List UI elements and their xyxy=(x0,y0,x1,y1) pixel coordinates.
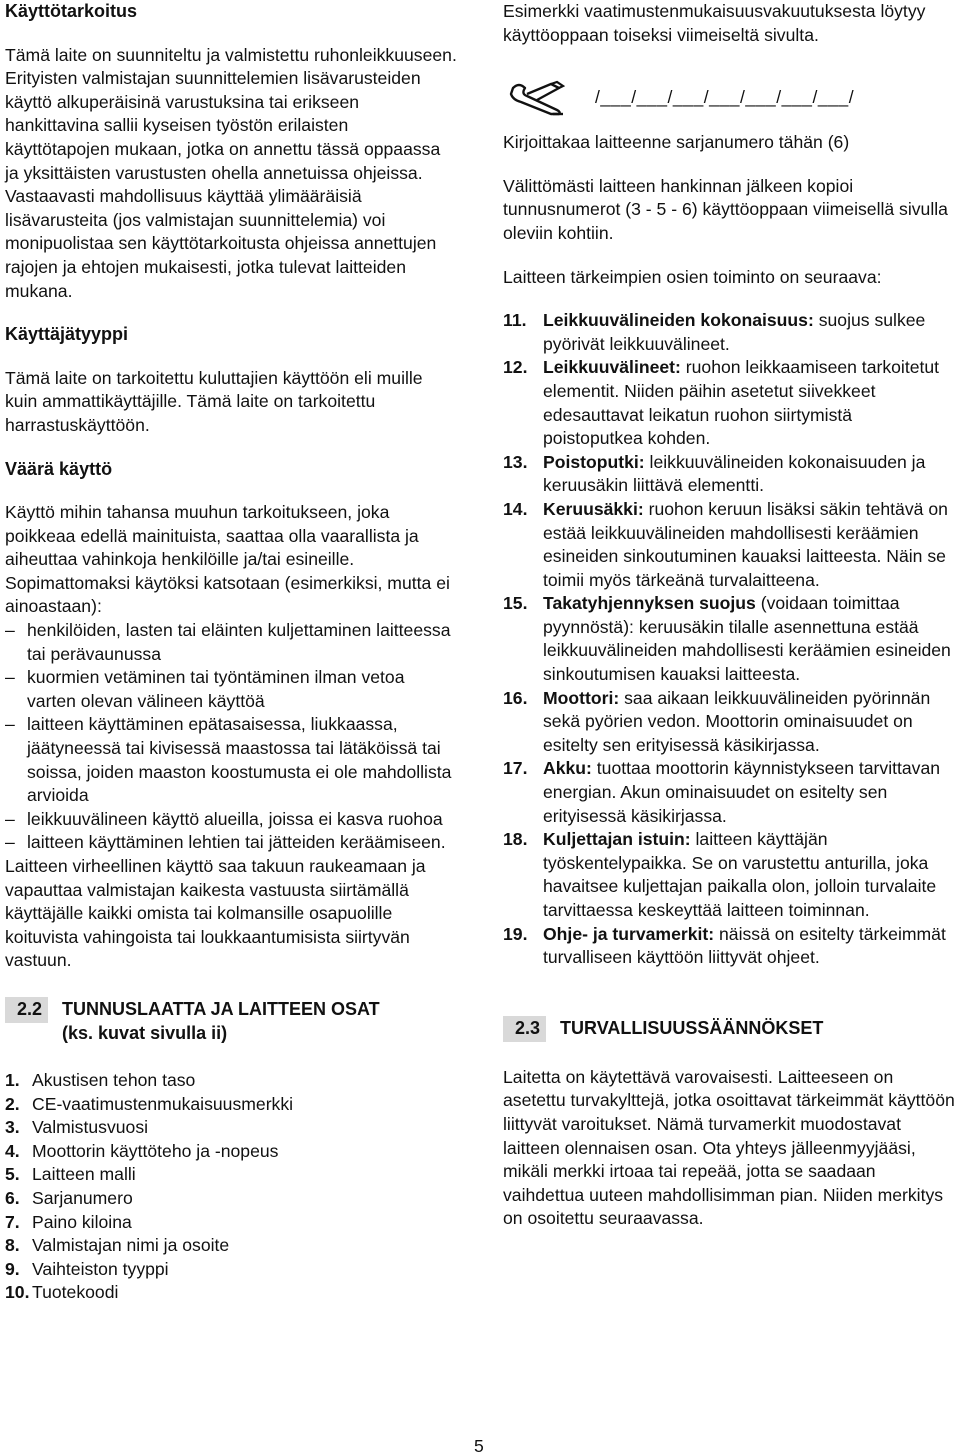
parts-intro: Laitteen tärkeimpien osien toiminto on seuraava: xyxy=(503,266,882,287)
list-item: 6. Sarjanumero xyxy=(5,1187,133,1208)
list-item: – laitteen käyttäminen lehtien tai jätteiden keräämiseen. xyxy=(5,831,457,855)
list-item: 5. Laitteen malli xyxy=(5,1164,136,1185)
user-type-paragraph: Tämä laite on tarkoitettu kuluttajien käyttöön eli muille kuin ammattikäyttäjille. Tämä laite on tarkoitettu harrastuskäyttöön. xyxy=(5,367,423,435)
list-item: 3. Valmistusvuosi xyxy=(5,1117,149,1138)
list-item: 8. Valmistajan nimi ja osoite xyxy=(5,1235,230,1256)
copy-instruction: Välittömästi laitteen hankinnan jälkeen kopioi tunnusnumerot (3 - 5 - 6) käyttöoppaan viimeisellä sivulla oleviin kohtiin. xyxy=(503,175,948,243)
list-item: 19. Ohje- ja turvamerkit: näissä on esitelty tärkeimmät turvalliseen käyttöön liittyvät ohjeet. xyxy=(503,923,946,968)
list-item: 16. Moottori: saa aikaan leikkuuvälineiden pyörinnän sekä pyörien vedon. Moottorin ominaisuudet on esitelty sen erityisessä käsikirjassa. xyxy=(503,687,931,755)
list-item: 9. Vaihteiston tyyppi xyxy=(5,1258,169,1279)
page-number: 5 xyxy=(474,1436,484,1456)
pencil-writing-icon xyxy=(507,80,565,116)
list-item: 12. Leikkuuvälineet: ruohon leikkaamiseen tarkoitetut elementit. Niiden päihin asetetut siivekkeet edesauttavat leikatun ruohon siirtymistä poistoputkea kohden. xyxy=(503,357,940,449)
list-item: 11. Leikkuuvälineiden kokonaisuus: suojus sulkee pyörivät leikkuuvälineet. xyxy=(503,310,926,354)
serial-instruction: Kirjoittakaa laitteenne sarjanumero tähän (6) xyxy=(503,132,850,153)
list-item: 7. Paino kiloina xyxy=(5,1211,132,1232)
left-column xyxy=(5,0,457,1305)
safety-paragraph: Laitetta on käytettävä varovaisesti. Laitteeseen on asetettu turvakylttejä, jotka osoittavat tärkeimmät käyttöön liittyvät varoitukset. Nämä turvamerkit muodostavat laitteen olennaisen osan. Ota yhteys jälleenmyyjääsi, mikäli merkki irtoaa tai repeää, jotta se saadaan vaihdettua uuteen mahdollisimman pian. Niiden merkitys on osoitettu seuraavassa. xyxy=(503,1066,955,1229)
section-title-line2: (ks. kuvat sivulla ii) xyxy=(62,1022,228,1043)
list-item: 17. Akku: tuottaa moottorin käynnistykseen tarvittavan energian. Akun ominaisuudet on esitelty sen erityisessä käsikirjassa. xyxy=(503,758,941,826)
list-item: 18. Kuljettajan istuin: laitteen käyttäjän työskentelypaikka. Se on varustettu anturilla, joka havaitsee kuljettajan paikalla olon, jolloin turvalaite tarvittaessa keskeyttää laitteen toiminnan. xyxy=(503,829,937,920)
list-item: 2. CE-vaatimustenmukaisuusmerkki xyxy=(5,1093,294,1114)
misuse-paragraph: Käyttö mihin tahansa muuhun tarkoitukseen, joka poikkeaa edellä mainituista, saattaa olla vaarallista ja aiheuttaa vahinkoja henkilöille ja/tai esineille. Sopimattomaksi käytöksi katsotaan (esimerkiksi, mutta ei ainoastaan): xyxy=(5,502,450,617)
list-item: – leikkuuvälineen käyttö alueilla, joissa ei kasva ruohoa xyxy=(5,808,457,832)
heading-user-type: Käyttäjätyyppi xyxy=(5,324,129,345)
section-title: TURVALLISUUSSÄÄNNÖKSET xyxy=(560,1017,824,1038)
section-number: 2.2 xyxy=(5,997,48,1023)
section-heading-2-2 xyxy=(5,997,457,1045)
heading-misuse: Väärä käyttö xyxy=(5,458,113,479)
list-item: 4. Moottorin käyttöteho ja -nopeus xyxy=(5,1140,279,1161)
right-column xyxy=(503,0,955,1231)
warranty-paragraph: Laitteen virheellinen käyttö saa takuun raukeamaan ja vapauttaa valmistajan kaikesta vastuusta siirtämällä käyttäjälle kaikki omista tai kolmansille osapuolille koituvista vahingoista tai loukkaantumisista siirtyvän vastuun. xyxy=(5,856,426,971)
plate-list xyxy=(5,1069,457,1305)
serial-number-line: /___/___/___/___/___/___/___/ xyxy=(595,87,855,108)
serial-number-row xyxy=(503,73,955,123)
section-title xyxy=(48,997,380,1045)
list-item: – laitteen käyttäminen epätasaisessa, liukkaassa, jäätyneessä tai kivisessä maastossa tai lätäköissä tai soissa, joiden maaston koostumusta ei ole mahdollista arvioida xyxy=(5,713,457,807)
list-item: 10. Tuotekoodi xyxy=(5,1282,119,1303)
section-number: 2.3 xyxy=(503,1016,546,1042)
list-item: – henkilöiden, lasten tai eläinten kuljettaminen laitteessa tai perävaunussa xyxy=(5,619,457,666)
purpose-paragraph: Tämä laite on suunniteltu ja valmistettu ruhonleikkuuseen. Erityisten valmistajan suunnittelemien lisävarusteiden käyttö alkuperäisinä varustuksina tai erikseen hankittavina sallii kyseisen työstön erilaisten käyttötapojen mukaan, jotka on annettu tässä oppaassa ja yksittäisten varustusten ohella annetuissa ohjeissa. Vastaavasti mahdollisuus käyttää ylimääräisiä lisävarusteita (jos valmistajan suunnittelemia) voi monipuolistaa sen käyttötarkoitusta ohjeissa annettujen rajojen ja ehtojen mukaisesti, jotka tulevat laitteiden mukana. xyxy=(5,44,457,301)
misuse-list xyxy=(5,619,457,855)
heading-purpose: Käyttötarkoitus xyxy=(5,1,138,21)
parts-list xyxy=(503,309,955,970)
list-item: – kuormien vetäminen tai työntäminen ilman vetoa varten olevan välineen käyttöä xyxy=(5,666,457,713)
conformity-note: Esimerkki vaatimustenmukaisuusvakuutuksesta löytyy käyttöoppaan toiseksi viimeiseltä sivulta. xyxy=(503,1,926,45)
list-item: 13. Poistoputki: leikkuuvälineiden kokonaisuuden ja keruusäkin liittävä elementti. xyxy=(503,451,926,496)
section-heading-2-3 xyxy=(503,1016,955,1042)
section-title-line1: TUNNUSLAATTA JA LAITTEEN OSAT xyxy=(62,998,380,1019)
list-item: 14. Keruusäkki: ruohon keruun lisäksi säkin tehtävä on estää leikkuuvälineiden mahdollisesti keräämien esineiden sinkoutuminen kauaksi laitteesta. Näin se toimii myös tärkeänä turvalaitteena. xyxy=(503,498,948,590)
list-item: 1. Akustisen tehon taso xyxy=(5,1069,196,1090)
list-item: 15. Takatyhjennyksen suojus (voidaan toimittaa pyynnöstä): keruusäkin tilalle asennettuna estää leikkuuvälineiden mahdollisesti keräämien esineiden sinkoutumisen kauaksi laitteesta. xyxy=(503,593,951,685)
